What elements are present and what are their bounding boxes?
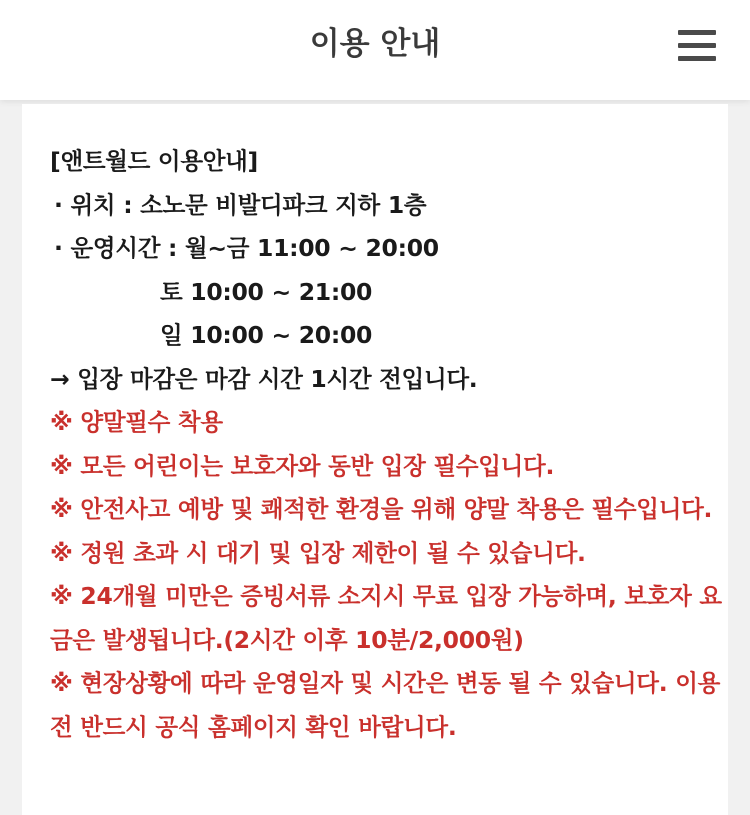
notice-item: ※ 안전사고 예방 및 쾌적한 환경을 위해 양말 착용은 필수입니다. bbox=[50, 495, 713, 523]
notice-item: ※ 24개월 미만은 증빙서류 소지시 무료 입장 가능하며, 보호자 요금은 발생됩니다.(2시간 이후 10분/2,000원) bbox=[50, 582, 722, 654]
notice-item: ※ 모든 어린이는 보호자와 동반 입장 필수입니다. bbox=[50, 451, 555, 480]
hours-sunday: 일 10:00 ~ 20:00 bbox=[160, 321, 373, 349]
menu-bar bbox=[678, 43, 716, 48]
guide-card bbox=[22, 104, 728, 815]
location-info: · 위치 : 소노문 비발디파크 지하 1층 bbox=[54, 190, 427, 219]
entry-deadline: → 입장 마감은 마감 시간 1시간 전입니다. bbox=[50, 364, 478, 393]
hours-weekday: · 운영시간 : 월~금 11:00 ~ 20:00 bbox=[54, 234, 439, 262]
notice-item: ※ 정원 초과 시 대기 및 입장 제한이 될 수 있습니다. bbox=[50, 538, 586, 567]
notice-item: ※ 현장상황에 따라 운영일자 및 시간은 변동 될 수 있습니다. 이용 전 반드시 공식 홈페이지 확인 바랍니다. bbox=[50, 669, 721, 741]
hamburger-menu-icon[interactable] bbox=[678, 30, 716, 64]
hours-saturday: 토 10:00 ~ 21:00 bbox=[160, 277, 373, 306]
guide-content bbox=[50, 140, 722, 749]
menu-bar bbox=[678, 30, 716, 35]
menu-bar bbox=[678, 56, 716, 61]
notice-item: ※ 양말필수 착용 bbox=[50, 408, 223, 436]
top-header bbox=[0, 0, 750, 100]
page-title: 이용 안내 bbox=[309, 26, 441, 62]
guide-heading: [앤트월드 이용안내] bbox=[50, 147, 258, 175]
